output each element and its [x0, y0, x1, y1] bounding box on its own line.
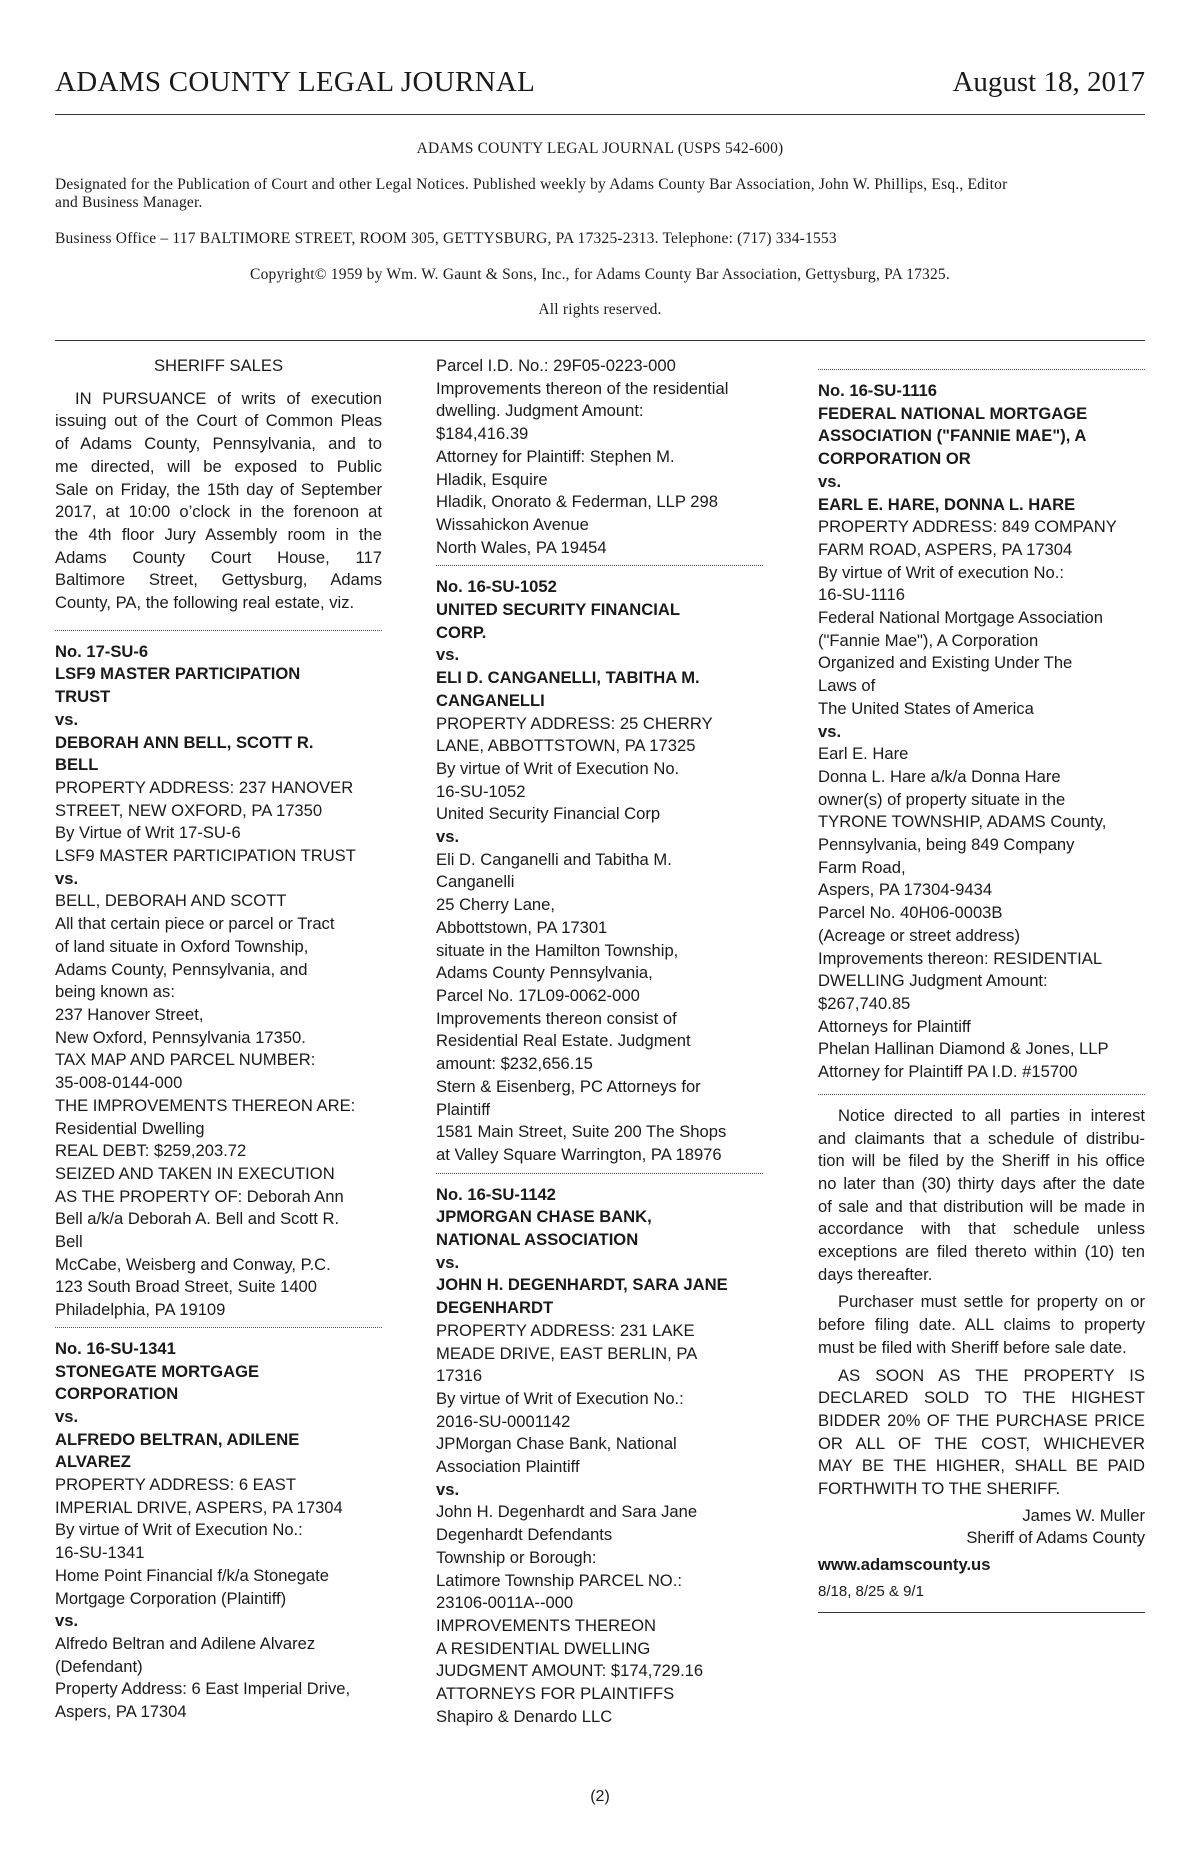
text-line: Bell a/k/a Deborah A. Bell and Scott R. — [55, 1209, 340, 1229]
text-line: DWELLING Judgment Amount: — [818, 971, 1048, 991]
pub-title: ADAMS COUNTY LEGAL JOURNAL (USPS 542-600) — [416, 140, 784, 157]
text-line: EARL E. HARE, DONNA L. HARE — [818, 494, 1076, 514]
text-line: 1581 Main Street, Suite 200 The Shops — [436, 1122, 727, 1142]
text-line: THE IMPROVEMENTS THEREON ARE: — [55, 1095, 356, 1115]
case-body — [436, 849, 763, 1167]
text-line: By virtue of Writ of execution No.: — [818, 562, 1064, 582]
case-body — [55, 777, 382, 868]
text-line: Improvements thereon consist of — [436, 1008, 677, 1028]
text-line: of land situate in Oxford Township, — [55, 936, 309, 956]
text-line: OR ALL OF THE COST, WHICHEVER — [818, 1433, 1145, 1453]
text-line: situate in the Hamilton Township, — [436, 940, 679, 960]
text-line: vs. — [55, 709, 79, 729]
text-line: days thereafter. — [818, 1264, 933, 1284]
text-line: 2016-SU-0001142 — [436, 1411, 571, 1431]
text-line: IN PURSUANCE of writs of execution — [75, 388, 382, 408]
case-heading — [55, 1338, 382, 1474]
text-line: amount: $232,656.15 — [436, 1054, 593, 1074]
case-vs: vs. — [436, 827, 460, 847]
text-line: Stern & Eisenberg, PC Attorneys for — [436, 1076, 701, 1096]
text-line: REAL DEBT: $259,203.72 — [55, 1141, 247, 1161]
notice-paragraph — [818, 1291, 1145, 1359]
text-line: STONEGATE MORTGAGE — [55, 1361, 260, 1381]
text-line: LSF9 MASTER PARTICIPATION TRUST — [55, 846, 356, 866]
text-line: the 4th floor Jury Assembly room in the — [55, 524, 382, 544]
case-vs: vs. — [55, 868, 79, 888]
text-line: Improvements thereon of the residential — [436, 378, 729, 398]
text-line: Donna L. Hare a/k/a Donna Hare — [818, 766, 1061, 786]
section-heading: SHERIFF SALES — [153, 356, 284, 375]
text-line: No. 16-SU-1052 — [436, 577, 557, 597]
text-line: Improvements thereon: RESIDENTIAL — [818, 948, 1103, 968]
column-3 — [818, 355, 1145, 1613]
journal-name: ADAMS COUNTY LEGAL JOURNAL — [55, 66, 536, 98]
text-line: 16-SU-1116 — [818, 585, 906, 605]
text-line: JOHN H. DEGENHARDT, SARA JANE — [436, 1275, 728, 1295]
text-line: STREET, NEW OXFORD, PA 17350 — [55, 800, 323, 820]
text-line: SEIZED AND TAKEN IN EXECUTION — [55, 1163, 335, 1183]
text-line: By Virtue of Writ 17-SU-6 — [55, 823, 241, 843]
text-line: vs. — [55, 1406, 79, 1426]
text-line: Residential Real Estate. Judgment — [436, 1031, 691, 1051]
case-body — [436, 355, 763, 559]
text-line: being known as: — [55, 982, 175, 1002]
text-line: Plaintiff — [436, 1099, 491, 1119]
text-line: Residential Dwelling — [55, 1118, 205, 1138]
text-line: County, PA, the following real estate, viz. — [55, 593, 355, 613]
text-line: DECLARED SOLD TO THE HIGHEST — [818, 1388, 1145, 1408]
text-line: No. 16-SU-1142 — [436, 1184, 556, 1204]
text-line: exceptions are filed thereto within (10) ten — [818, 1242, 1145, 1262]
case-heading — [818, 380, 1145, 516]
case-vs: vs. — [818, 721, 842, 741]
text-line: LSF9 MASTER PARTICIPATION — [55, 664, 301, 684]
text-line: FEDERAL NATIONAL MORTGAGE — [818, 403, 1088, 423]
text-line: AS SOON AS THE PROPERTY IS — [838, 1365, 1145, 1385]
text-line: $267,740.85 — [818, 993, 911, 1013]
column-1 — [55, 355, 382, 1724]
text-line: Phelan Hallinan Diamond & Jones, LLP — [818, 1039, 1109, 1059]
text-line: Aspers, PA 17304 — [55, 1702, 187, 1722]
text-line: must be filed with Sheriff before sale date. — [818, 1337, 1127, 1357]
text-line: ("Fannie Mae"), A Corporation — [818, 630, 1039, 650]
text-line: vs. — [436, 1252, 460, 1272]
text-line: (Defendant) — [55, 1656, 143, 1676]
text-line: Hladik, Onorato & Federman, LLP 298 — [436, 492, 718, 512]
text-line: 35-008-0144-000 — [55, 1073, 183, 1093]
text-line: TYRONE TOWNSHIP, ADAMS County, — [818, 812, 1107, 832]
text-line: and claimants that a schedule of distribu- — [818, 1128, 1145, 1148]
text-line: Notice directed to all parties in interest — [838, 1105, 1145, 1125]
text-line: FARM ROAD, ASPERS, PA 17304 — [818, 539, 1073, 559]
text-line: Property Address: 6 East Imperial Drive, — [55, 1679, 351, 1699]
text-line: vs. — [818, 471, 842, 491]
text-line: Attorney for Plaintiff: Stephen M. — [436, 446, 675, 466]
text-line: PROPERTY ADDRESS: 231 LAKE — [436, 1320, 695, 1340]
text-line: Adams County Pennsylvania, — [436, 963, 653, 983]
text-line: owner(s) of property situate in the — [818, 789, 1066, 809]
text-line: 16-SU-1341 — [55, 1543, 145, 1563]
case-body — [818, 516, 1145, 720]
case-vs: vs. — [55, 1611, 79, 1631]
text-line: Wissahickon Avenue — [436, 514, 589, 534]
text-line: Attorneys for Plaintiff — [818, 1016, 971, 1036]
text-line: By virtue of Writ of Execution No.: — [55, 1520, 303, 1540]
text-line: Degenhardt Defendants — [436, 1525, 613, 1545]
text-line: of Adams County, Pennsylvania, and to — [55, 434, 382, 454]
text-line: Alfredo Beltran and Adilene Alvarez — [55, 1633, 316, 1653]
column-2 — [436, 355, 763, 1728]
website-link[interactable]: www.adamscounty.us — [818, 1555, 991, 1575]
text-line: accordance with that schedule unless — [818, 1219, 1145, 1239]
notice-paragraph — [818, 1365, 1145, 1501]
text-line: BELL — [55, 755, 99, 775]
pub-copyright: Copyright© 1959 by Wm. W. Gaunt & Sons, Inc., for Adams County Bar Association, Gettysburg, PA 17325. — [250, 266, 950, 283]
case-body — [55, 1474, 382, 1610]
text-line: Sale on Friday, the 15th day of September — [55, 479, 382, 499]
end-rule — [818, 1612, 1145, 1613]
text-line: Aspers, PA 17304-9434 — [818, 880, 993, 900]
intro-paragraph — [55, 388, 382, 615]
text-line: UNITED SECURITY FINANCIAL — [436, 600, 680, 620]
text-line: TAX MAP AND PARCEL NUMBER: — [55, 1050, 316, 1070]
text-line: ALFREDO BELTRAN, ADILENE — [55, 1429, 300, 1449]
text-line: me directed, will be exposed to Public — [55, 456, 382, 476]
text-line: ATTORNEYS FOR PLAINTIFFS — [436, 1684, 675, 1704]
text-line: DEGENHARDT — [436, 1298, 554, 1318]
text-line: 17316 — [436, 1366, 483, 1386]
text-line: PROPERTY ADDRESS: 237 HANOVER — [55, 777, 354, 797]
text-line: Earl E. Hare — [818, 744, 909, 764]
case-body — [436, 1501, 763, 1728]
text-line: before filing date. ALL claims to property — [818, 1315, 1145, 1335]
text-line: Mortgage Corporation (Plaintiff) — [55, 1588, 287, 1608]
pub-rights: All rights reserved. — [538, 301, 662, 318]
text-line: ASSOCIATION ("FANNIE MAE"), A — [818, 426, 1087, 446]
page-number: (2) — [590, 1788, 610, 1805]
text-line: By virtue of Writ of Execution No.: — [436, 1388, 684, 1408]
text-line: Adams County Court House, 117 — [55, 547, 382, 567]
text-line: Shapiro & Denardo LLC — [436, 1706, 613, 1726]
text-line: 2017, at 10:00 o’clock in the forenoon at — [55, 502, 382, 522]
text-line: No. 16-SU-1341 — [55, 1338, 176, 1358]
text-line: JPMORGAN CHASE BANK, — [436, 1207, 652, 1227]
text-line: IMPROVEMENTS THEREON — [436, 1615, 657, 1635]
notice-paragraph — [818, 1105, 1145, 1287]
text-line: Township or Borough: — [436, 1547, 597, 1567]
text-line: 237 Hanover Street, — [55, 1004, 204, 1024]
pub-designation: Designated for the Publication of Court and other Legal Notices. Published weekly by Adams County Bar Association, John W. Phillips, Esq., Editor and Business Manager. — [55, 176, 1008, 211]
text-line: MEADE DRIVE, EAST BERLIN, PA — [436, 1343, 698, 1363]
text-line: New Oxford, Pennsylvania 17350. — [55, 1027, 306, 1047]
text-line: vs. — [436, 645, 460, 665]
case-body — [55, 890, 382, 1321]
text-line: (Acreage or street address) — [818, 925, 1020, 945]
text-line: no later than (30) thirty days after the date — [818, 1173, 1145, 1193]
text-line: AS THE PROPERTY OF: Deborah Ann — [55, 1186, 344, 1206]
text-line: JPMorgan Chase Bank, National — [436, 1434, 677, 1454]
text-line: Home Point Financial f/k/a Stonegate — [55, 1565, 329, 1585]
text-line: No. 17-SU-6 — [55, 641, 149, 661]
signer-title: Sheriff of Adams County — [966, 1528, 1145, 1548]
text-line: All that certain piece or parcel or Tract — [55, 914, 335, 934]
text-line: MAY BE THE HIGHER, SHALL BE PAID — [818, 1456, 1145, 1476]
text-line: United Security Financial Corp — [436, 804, 661, 824]
text-line: Organized and Existing Under The — [818, 653, 1073, 673]
text-line: Parcel I.D. No.: 29F05-0223-000 — [436, 356, 676, 375]
text-line: Bell — [55, 1232, 83, 1252]
masthead — [55, 66, 1145, 115]
text-line: Farm Road, — [818, 857, 906, 877]
text-line: Parcel No. 17L09-0062-000 — [436, 985, 640, 1005]
header-rule — [55, 340, 1145, 341]
text-line: Purchaser must settle for property on or — [838, 1292, 1145, 1312]
text-line: TRUST — [55, 687, 111, 707]
text-line: NATIONAL ASSOCIATION — [436, 1230, 639, 1250]
text-line: JUDGMENT AMOUNT: $174,729.16 — [436, 1661, 704, 1681]
text-line: McCabe, Weisberg and Conway, P.C. — [55, 1254, 331, 1274]
text-line: Pennsylvania, being 849 Company — [818, 835, 1075, 855]
case-body — [436, 1320, 763, 1479]
text-line: Philadelphia, PA 19109 — [55, 1300, 226, 1320]
text-line: North Wales, PA 19454 — [436, 537, 607, 557]
text-line: tion will be filed by the Sheriff in his office — [818, 1151, 1145, 1171]
text-line: BELL, DEBORAH AND SCOTT — [55, 891, 287, 911]
case-heading — [436, 576, 763, 712]
text-line: Abbottstown, PA 17301 — [436, 917, 608, 937]
signer-name: James W. Muller — [1022, 1505, 1145, 1525]
case-vs: vs. — [436, 1479, 460, 1499]
text-line: Adams County, Pennsylvania, and — [55, 959, 308, 979]
case-heading — [55, 641, 382, 777]
text-line: BIDDER 20% OF THE PURCHASE PRICE — [818, 1410, 1145, 1430]
publication-dates: 8/18, 8/25 & 9/1 — [818, 1582, 924, 1600]
text-line: A RESIDENTIAL DWELLING — [436, 1638, 651, 1658]
text-line: issuing out of the Court of Common Pleas — [55, 411, 382, 431]
text-line: CORPORATION OR — [818, 449, 971, 469]
text-line: 123 South Broad Street, Suite 1400 — [55, 1277, 317, 1297]
text-line: Baltimore Street, Gettysburg, Adams — [55, 570, 382, 590]
text-line: CORP. — [436, 622, 487, 642]
text-line: John H. Degenhardt and Sara Jane — [436, 1502, 698, 1522]
text-line: PROPERTY ADDRESS: 849 COMPANY — [818, 517, 1117, 537]
text-line: IMPERIAL DRIVE, ASPERS, PA 17304 — [55, 1497, 343, 1517]
text-line: 16-SU-1052 — [436, 781, 526, 801]
text-line: Attorney for Plaintiff PA I.D. #15700 — [818, 1062, 1078, 1082]
case-body — [55, 1633, 382, 1724]
text-line: LANE, ABBOTTSTOWN, PA 17325 — [436, 736, 696, 756]
text-line: PROPERTY ADDRESS: 25 CHERRY — [436, 713, 713, 733]
text-line: 25 Cherry Lane, — [436, 895, 555, 915]
text-line: at Valley Square Warrington, PA 18976 — [436, 1144, 722, 1164]
text-line: The United States of America — [818, 698, 1034, 718]
text-line: $184,416.39 — [436, 424, 529, 444]
text-line: dwelling. Judgment Amount: — [436, 401, 644, 421]
pub-office: Business Office – 117 BALTIMORE STREET, ROOM 305, GETTYSBURG, PA 17325-2313. Telephone: (717) 334-1553 — [55, 230, 837, 247]
text-line: DEBORAH ANN BELL, SCOTT R. — [55, 732, 314, 752]
text-line: Eli D. Canganelli and Tabitha M. — [436, 849, 672, 869]
text-line: PROPERTY ADDRESS: 6 EAST — [55, 1475, 296, 1495]
text-line: ELI D. CANGANELLI, TABITHA M. — [436, 668, 700, 688]
text-line: Laws of — [818, 676, 876, 696]
case-body — [436, 713, 763, 827]
issue-date: August 18, 2017 — [952, 66, 1145, 98]
text-line: Federal National Mortgage Association — [818, 608, 1104, 628]
text-line: No. 16-SU-1116 — [818, 381, 937, 400]
text-line: Latimore Township PARCEL NO.: — [436, 1570, 682, 1590]
case-heading — [436, 1184, 763, 1320]
text-line: CORPORATION — [55, 1384, 179, 1404]
text-line: FORTHWITH TO THE SHERIFF. — [818, 1479, 1061, 1499]
text-line: 23106-0011A--000 — [436, 1593, 574, 1613]
text-line: By virtue of Writ of Execution No. — [436, 758, 680, 778]
text-line: ALVAREZ — [55, 1452, 131, 1472]
text-line: CANGANELLI — [436, 690, 545, 710]
text-line: of sale and that distribution will be made in — [818, 1196, 1145, 1216]
text-line: Parcel No. 40H06-0003B — [818, 903, 1003, 923]
text-line: Association Plaintiff — [436, 1457, 580, 1477]
text-line: Canganelli — [436, 872, 515, 892]
case-body — [818, 743, 1145, 1084]
text-line: Hladik, Esquire — [436, 469, 548, 489]
